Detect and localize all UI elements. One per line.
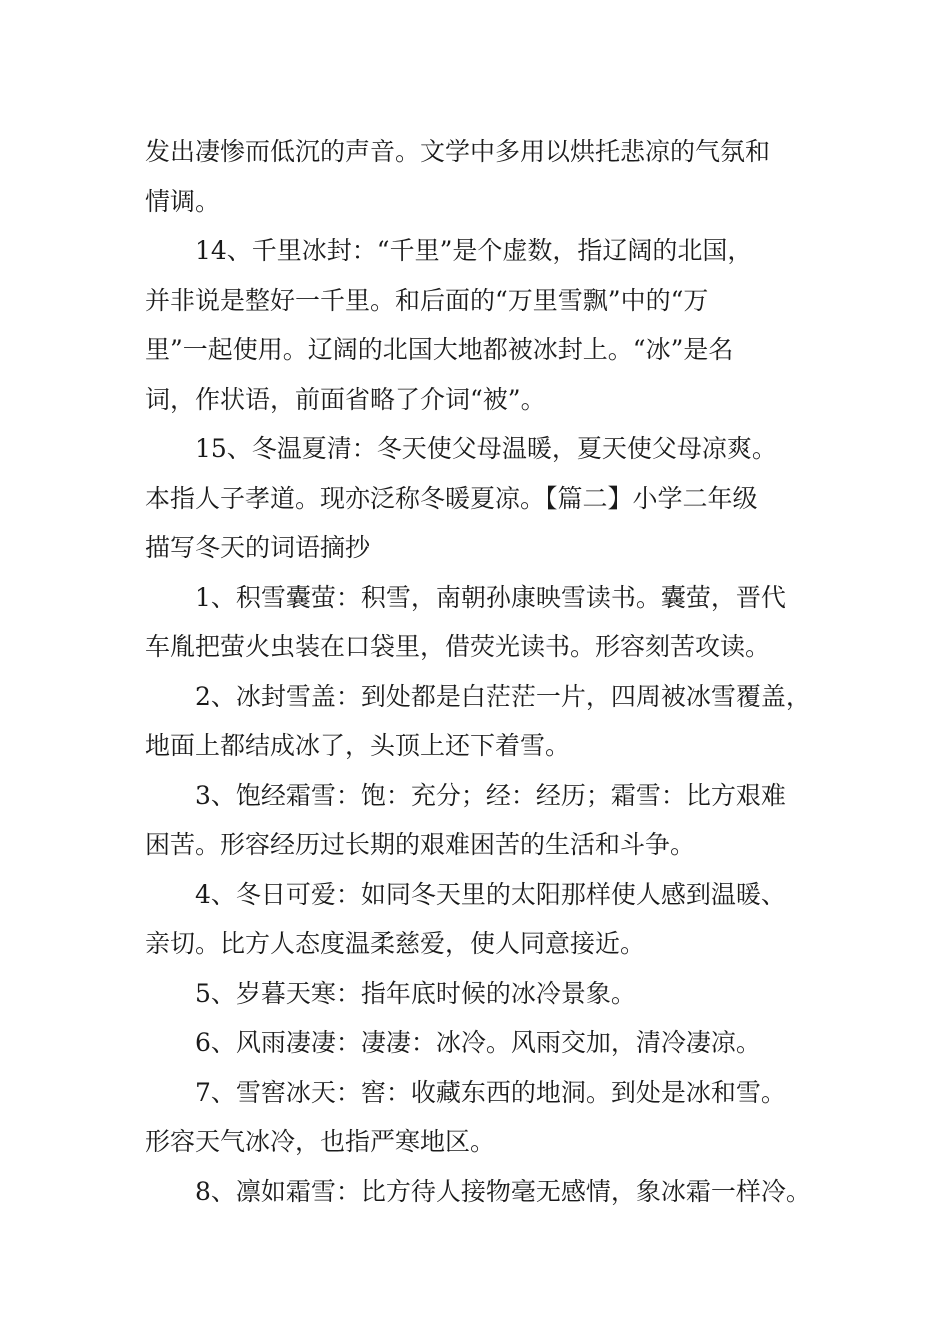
text-line: 车胤把萤火虫装在口袋里，借荧光读书。形容刻苦攻读。: [145, 632, 771, 661]
text-line: 词，作状语，前面省略了介词“被”。: [145, 384, 546, 414]
text-line: 情调。: [145, 186, 221, 216]
text-line: 6、风雨凄凄：凄凄：冰冷。风雨交加，清冷凄凉。: [195, 1028, 761, 1057]
text-line: 困苦。形容经历过长期的艰难困苦的生活和斗争。: [145, 830, 696, 859]
text-line: 3、饱经霜雪：饱：充分；经：经历；霜雪：比方艰难: [195, 780, 786, 810]
text-line: 发出凄惨而低沉的声音。文学中多用以烘托悲凉的气氛和: [145, 137, 771, 166]
text-line: 4、冬日可爱：如同冬天里的太阳那样使人感到温暖、: [195, 879, 786, 909]
text-line: 8、凛如霜雪：比方待人接物毫无感情，象冰霜一样冷。: [195, 1176, 811, 1206]
text-line: 1、积雪囊萤：积雪，南朝孙康映雪读书。囊萤，晋代: [195, 582, 786, 612]
text-line: 地面上都结成冰了，头顶上还下着雪。: [145, 731, 571, 760]
text-line: 亲切。比方人态度温柔慈爱，使人同意接近。: [145, 929, 646, 958]
text-line: 14、千里冰封：“千里”是个虚数，指辽阔的北国，: [195, 236, 753, 265]
text-line: 5、岁暮天寒：指年底时候的冰冷景象。: [195, 978, 636, 1008]
text-line: 15、冬温夏清：冬天使父母温暖，夏天使父母凉爽。: [195, 434, 777, 463]
text-line: 里”一起使用。辽阔的北国大地都被冰封上。“冰”是名: [145, 335, 734, 364]
text-line: 并非说是整好一千里。和后面的“万里雪飘”中的“万: [145, 285, 709, 315]
text-line: 7、雪窖冰天：窖：收藏东西的地洞。到处是冰和雪。: [195, 1077, 786, 1107]
text-line: 本指人子孝道。现亦泛称冬暖夏凉。【篇二】小学二年级: [145, 483, 758, 513]
text-line: 2、冰封雪盖：到处都是白茫茫一片，四周被冰雪覆盖，: [195, 681, 811, 711]
text-line: 描写冬天的词语摘抄: [145, 533, 371, 562]
document-body: [145, 127, 835, 1216]
text-line: 形容天气冰冷，也指严寒地区。: [145, 1127, 496, 1156]
